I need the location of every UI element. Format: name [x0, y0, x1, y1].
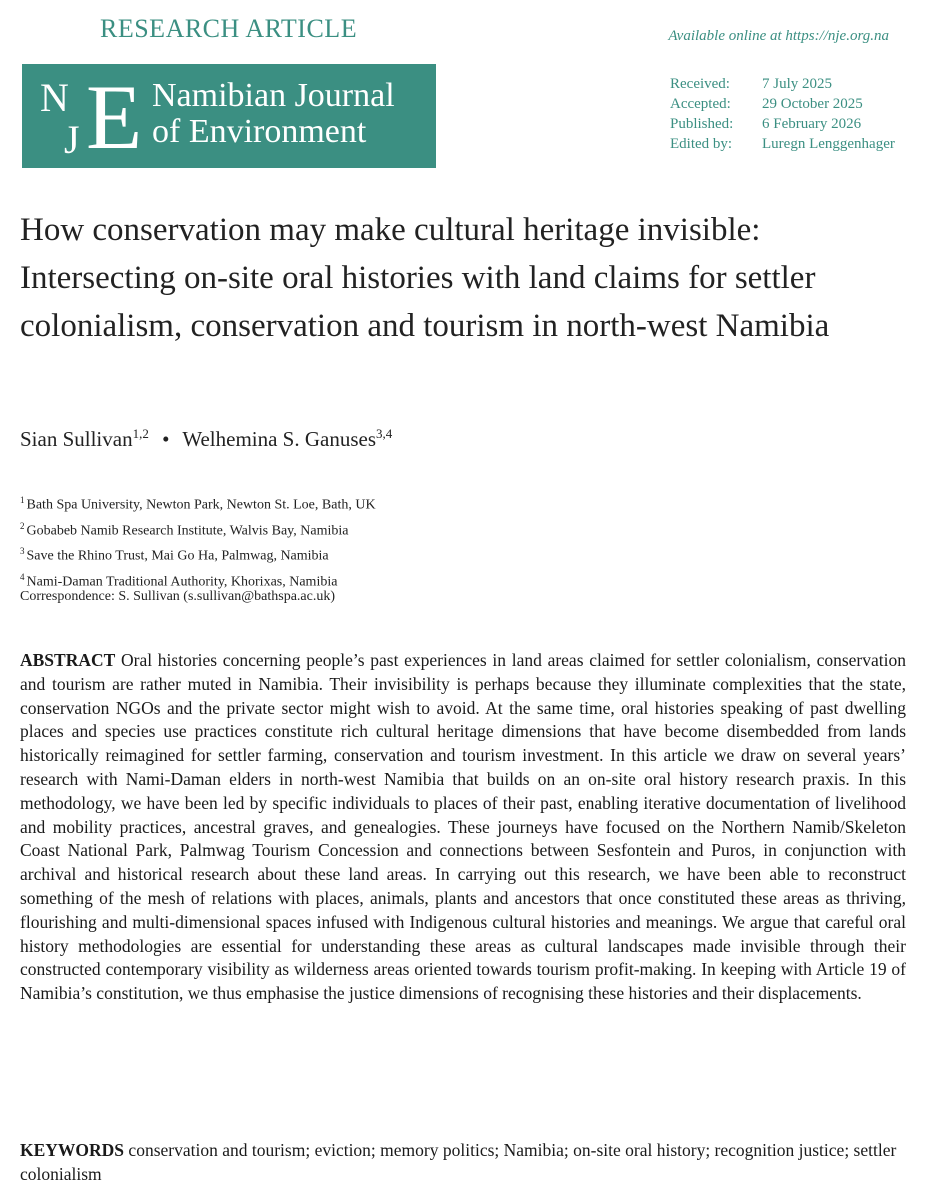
logo-letter-n: N: [40, 75, 69, 120]
journal-name: [152, 78, 395, 149]
author-name: Welhemina S. Ganuses: [182, 427, 377, 451]
date-label: Accepted:: [670, 96, 731, 112]
logo-letter-e: E: [86, 66, 143, 168]
affiliation-item: [20, 516, 376, 542]
date-value: Luregn Lenggenhager: [762, 136, 895, 152]
date-value: 7 July 2025: [762, 76, 833, 92]
author-affiliation-marker: 1,2: [132, 426, 149, 441]
affiliation-text: Save the Rhino Trust, Mai Go Ha, Palmwag, Namibia: [26, 548, 329, 564]
date-row-published: [670, 114, 895, 134]
affiliation-number: 2: [20, 520, 25, 531]
author-affiliation-marker: 3,4: [376, 426, 393, 441]
journal-name-line1: Namibian Journal: [152, 77, 395, 114]
date-row-received: [670, 74, 895, 94]
date-label: Received:: [670, 76, 730, 92]
affiliation-number: 1: [20, 495, 25, 505]
affiliation-text: Gobabeb Namib Research Institute, Walvis Bay, Namibia: [26, 523, 349, 539]
article-type-label: RESEARCH ARTICLE: [100, 14, 358, 43]
affiliation-text: Bath Spa University, Newton Park, Newton St. Loe, Bath, UK: [26, 497, 376, 513]
date-label: Edited by:: [670, 136, 733, 152]
date-value: 6 February 2026: [762, 116, 862, 132]
correspondence: Correspondence: S. Sullivan (s.sullivan@bathspa.ac.uk): [20, 589, 335, 604]
publication-dates: [670, 74, 895, 154]
keywords: [20, 1139, 906, 1187]
journal-logo: [22, 64, 436, 168]
journal-name-line2: of Environment: [152, 112, 367, 150]
date-label: Published:: [670, 116, 734, 132]
abstract: [20, 649, 906, 1006]
date-row-accepted: [670, 94, 895, 114]
author-name: Sian Sullivan: [20, 427, 133, 451]
affiliation-item: [20, 541, 376, 567]
abstract-text: Oral histories concerning people’s past experiences in land areas claimed for settler colonialism, conservation and tourism are rather muted in Namibia. Their invisibility is perhaps because they illuminate complexities that the state, conservation NGOs and the private sector might wish to avoid. At the same time, oral histories speaking of past dwelling places and species use practices constitute rich cultural heritage dimensions that have become disembedded from lands historically reimagined for settler farming, conservation and tourism investment. In this article we draw on several years’ research with Nami-Daman elders in north-west Namibia that builds on an on-site oral history research praxis. In this methodology, we have been led by specific individuals to places of their past, enabling iterative documentation of livelihood and mobility practices, ancestral graves, and genealogies. These journeys have focused on the Northern Namib/Skeleton Coast National Park, Palmwag Tourism Concession and connections between Sesfontein and Puros, in conjunction with archival and historical research about these land areas. In carrying out this research, we have been able to reconstruct something of the mesh of relations with places, animals, plants and ancestors that once constituted these areas as thriving, flourishing and multi-dimensional spaces infused with Indigenous cultural histories and meanings. We argue that careful oral history methodologies are essential for understanding these areas as cultural landscapes made invisible through their constructed contemporary visibility as wilderness areas oriented towards tourism profit-making. In keeping with Article 19 of Namibia’s constitution, we thus emphasise the justice dimensions of recognising these histories and their displacements.: [20, 650, 906, 1004]
affiliation-item: [20, 490, 376, 516]
author-list: [20, 426, 392, 452]
abstract-label: ABSTRACT: [20, 650, 116, 670]
date-row-editor: [670, 134, 895, 154]
author-separator: •: [162, 427, 170, 451]
journal-logo-mark: [34, 66, 164, 168]
article-title: How conservation may make cultural heritage invisible: Intersecting on-site oral histories with land claims for settler colonialism, conservation and tourism in north-west Namibia: [20, 212, 830, 344]
logo-letter-j: J: [64, 117, 80, 162]
keywords-label: KEYWORDS: [20, 1140, 125, 1160]
affiliation-number: 4: [20, 571, 25, 582]
available-online-link[interactable]: Available online at https://nje.org.na: [668, 28, 889, 44]
keywords-text: conservation and tourism; eviction; memory politics; Namibia; on-site oral history; recognition justice; settler colonialism: [20, 1140, 897, 1184]
affiliation-text: Nami-Daman Traditional Authority, Khorixas, Namibia: [26, 574, 338, 590]
affiliation-list: [20, 490, 376, 593]
affiliation-number: 3: [20, 546, 25, 557]
date-value: 29 October 2025: [762, 96, 863, 112]
